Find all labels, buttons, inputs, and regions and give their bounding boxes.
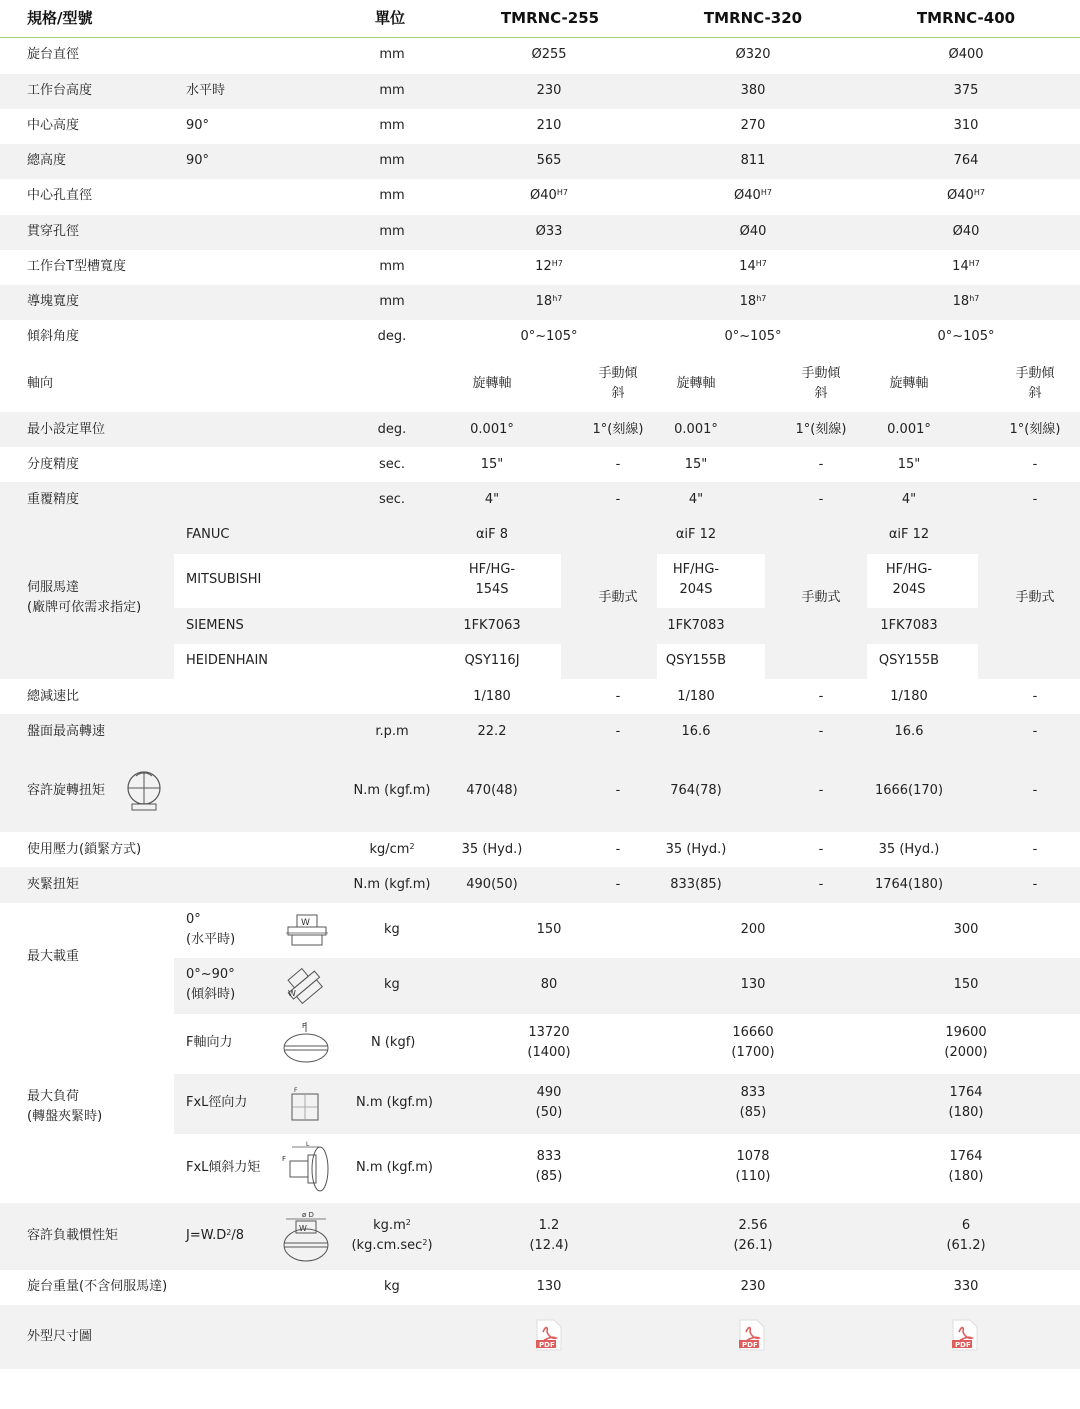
maxforce-label-1: 最大負荷 xyxy=(27,1089,80,1104)
ft-1b: (85) xyxy=(535,1169,563,1184)
row-label: 最小設定單位 xyxy=(27,422,106,437)
svg-text:F: F xyxy=(282,1155,287,1163)
row-unit: N.m (kgf.m) xyxy=(353,783,431,798)
inertia-2b: (26.1) xyxy=(733,1238,773,1253)
row-label: 中心孔直徑 xyxy=(27,188,93,203)
row-value: 565 xyxy=(536,153,562,168)
axial-force-icon xyxy=(282,1020,330,1066)
heidenhain-3: QSY155B xyxy=(878,653,940,668)
heidenhain-1: QSY116J xyxy=(464,653,520,668)
fl-1b: (50) xyxy=(535,1105,563,1120)
servo-label-2: (廠牌可依需求指定) xyxy=(27,600,142,615)
row-unit: mm xyxy=(379,224,405,239)
inertia-label: 容許負載慣性矩 xyxy=(27,1228,119,1243)
rot-value: 35 (Hyd.) xyxy=(665,842,727,857)
ft-2b: (110) xyxy=(735,1169,771,1184)
row-sub: 水平時 xyxy=(186,83,226,98)
row-sub: 90° xyxy=(186,153,210,168)
rot-value: 1764(180) xyxy=(874,877,944,892)
row-value: 764 xyxy=(953,153,979,168)
mitsu-3b: 204S xyxy=(892,582,926,597)
row-value: Ø40 xyxy=(952,224,980,239)
row-label: 總減速比 xyxy=(27,689,80,704)
maxload-v2-1: 80 xyxy=(540,977,558,992)
fanuc-2: αiF 12 xyxy=(675,527,717,542)
axis-man-3b: 斜 xyxy=(1028,386,1042,401)
brand-mitsubishi: MITSUBISHI xyxy=(186,572,262,587)
rot-value: 16.6 xyxy=(894,724,924,739)
manual-value: - xyxy=(1032,724,1038,739)
inertia-row xyxy=(0,1203,1080,1270)
manual-value: - xyxy=(818,689,824,704)
fl-3a: 1764 xyxy=(949,1085,983,1100)
weight-row xyxy=(0,1270,1080,1305)
row-unit: sec. xyxy=(378,492,406,507)
manual-value: 1°(刻線) xyxy=(795,422,847,437)
rot-value: 4" xyxy=(901,492,917,507)
row-sub: 90° xyxy=(186,118,210,133)
header-unit: 單位 xyxy=(375,9,406,27)
manual-value: - xyxy=(818,724,824,739)
maxload-v1-3: 300 xyxy=(953,922,979,937)
row-value: 210 xyxy=(536,118,562,133)
spec-row xyxy=(0,867,1080,903)
svg-text:W: W xyxy=(301,918,310,928)
row-unit: deg. xyxy=(377,422,407,437)
rot-value: 1666(170) xyxy=(874,783,944,798)
manual-value: - xyxy=(615,457,621,472)
f-3b: (2000) xyxy=(944,1045,988,1060)
pdf-icon[interactable] xyxy=(536,1319,562,1351)
row-value: Ø255 xyxy=(531,47,567,62)
table-header xyxy=(0,0,1080,39)
f-3a: 19600 xyxy=(945,1025,987,1040)
row-value: $18^{h7}$ xyxy=(739,294,767,309)
inertia-unit-2: $(kg.cm.\sec^2)$ xyxy=(351,1238,433,1253)
manual-2: 手動式 xyxy=(801,590,841,605)
inertia-2a: 2.56 xyxy=(738,1218,768,1233)
row-value: 310 xyxy=(953,118,979,133)
rot-value: 15" xyxy=(897,457,921,472)
manual-value: - xyxy=(1032,457,1038,472)
rot-value: 0.001° xyxy=(470,422,514,437)
svg-text:F: F xyxy=(302,1022,307,1030)
mitsu-1b: 154S xyxy=(475,582,509,597)
fl-3b: (180) xyxy=(948,1105,984,1120)
row-label: 分度精度 xyxy=(27,457,80,472)
heidenhain-2: QSY155B xyxy=(665,653,727,668)
manual-value: - xyxy=(818,783,824,798)
inertia-formula: $J=W.D^2/8$ xyxy=(186,1228,244,1243)
row-unit: sec. xyxy=(378,457,406,472)
rot-value: 22.2 xyxy=(477,724,507,739)
manual-value: - xyxy=(1032,783,1038,798)
servo-label-1: 伺服馬達 xyxy=(27,580,80,595)
row-label: 傾斜角度 xyxy=(27,329,80,344)
row-unit: deg. xyxy=(377,329,407,344)
row-label: 中心高度 xyxy=(27,118,80,133)
weight-unit: kg xyxy=(384,1279,400,1294)
axis-label: 軸向 xyxy=(27,376,54,391)
header-model-2: TMRNC-320 xyxy=(703,9,803,27)
ft-1a: 833 xyxy=(536,1149,562,1164)
spec-row xyxy=(0,215,1080,250)
axis-row xyxy=(0,356,1080,412)
rot-value: 833(85) xyxy=(670,877,722,892)
maxload-sub2b: (傾斜時) xyxy=(186,987,236,1002)
row-unit: mm xyxy=(379,259,405,274)
ft-unit: N.m (kgf.m) xyxy=(356,1160,434,1175)
rot-value: 35 (Hyd.) xyxy=(461,842,523,857)
mitsu-1a: HF/HG- xyxy=(468,562,516,577)
row-unit: mm xyxy=(379,83,405,98)
pdf-icon[interactable] xyxy=(739,1319,765,1351)
siemens-2: 1FK7083 xyxy=(667,618,725,633)
manual-value: - xyxy=(615,877,621,892)
brand-siemens: SIEMENS xyxy=(186,618,244,633)
rot-value: 764(78) xyxy=(670,783,722,798)
row-unit: mm xyxy=(379,153,405,168)
manual-value: - xyxy=(818,877,824,892)
row-label: 容許旋轉扭矩 xyxy=(27,783,106,798)
inertia-1a: 1.2 xyxy=(538,1218,560,1233)
header-spec: 規格/型號 xyxy=(27,9,93,27)
maxload-label: 最大載重 xyxy=(27,949,80,964)
row-value: 0°~105° xyxy=(937,329,995,344)
row-unit: $kg/cm^2$ xyxy=(369,842,415,857)
row-unit: mm xyxy=(379,118,405,133)
row-value: $Ø40^{H7}$ xyxy=(947,188,985,203)
fanuc-3: αiF 12 xyxy=(888,527,930,542)
brand-heidenhain: HEIDENHAIN xyxy=(186,653,268,668)
maxload-v2-3: 150 xyxy=(953,977,979,992)
fl-2b: (85) xyxy=(739,1105,767,1120)
f-1a: 13720 xyxy=(528,1025,570,1040)
spec-row xyxy=(0,74,1080,109)
axis-man-3a: 手動傾 xyxy=(1015,366,1055,381)
inertia-icon xyxy=(282,1209,330,1265)
spec-row xyxy=(0,285,1080,320)
manual-value: - xyxy=(1032,842,1038,857)
row-value: 380 xyxy=(740,83,766,98)
row-value: Ø320 xyxy=(735,47,771,62)
spec-row xyxy=(0,714,1080,749)
row-value: Ø40 xyxy=(739,224,767,239)
row-value: Ø33 xyxy=(535,224,563,239)
row-label: 盤面最高轉速 xyxy=(27,724,106,739)
spec-row xyxy=(0,320,1080,356)
manual-value: - xyxy=(818,842,824,857)
mitsu-3a: HF/HG- xyxy=(885,562,933,577)
weight-label: 旋台重量(不含伺服馬達) xyxy=(27,1279,168,1294)
svg-text:L: L xyxy=(306,1141,310,1148)
row-value: 230 xyxy=(536,83,562,98)
rot-value: 4" xyxy=(688,492,704,507)
fl-unit: N.m (kgf.m) xyxy=(356,1095,434,1110)
row-value: 0°~105° xyxy=(520,329,578,344)
maxload-v1-1: 150 xyxy=(536,922,562,937)
row-value: $18^{h7}$ xyxy=(952,294,980,309)
row-value: 375 xyxy=(953,83,979,98)
svg-text:PDF: PDF xyxy=(742,1341,758,1349)
rot-value: 35 (Hyd.) xyxy=(878,842,940,857)
manual-3: 手動式 xyxy=(1015,590,1055,605)
row-label: 工作台T型槽寬度 xyxy=(27,259,126,274)
row-value: 0°~105° xyxy=(724,329,782,344)
brand-fanuc: FANUC xyxy=(186,527,230,542)
rot-value: 490(50) xyxy=(466,877,518,892)
rotation-torque-icon xyxy=(126,768,162,812)
row-unit: mm xyxy=(379,47,405,62)
row-value: $Ø40^{H7}$ xyxy=(734,188,772,203)
mitsu-2a: HF/HG- xyxy=(672,562,720,577)
row-unit: N.m (kgf.m) xyxy=(353,877,431,892)
axis-man-2a: 手動傾 xyxy=(801,366,841,381)
drawing-label: 外型尺寸圖 xyxy=(27,1329,93,1344)
inertia-unit-1: $kg.m^2$ xyxy=(373,1218,411,1233)
manual-value: - xyxy=(615,842,621,857)
spec-row xyxy=(0,447,1080,482)
row-label: 重覆精度 xyxy=(27,492,80,507)
svg-text:ø D: ø D xyxy=(302,1211,314,1219)
manual-value: - xyxy=(1032,689,1038,704)
manual-value: - xyxy=(615,783,621,798)
f-label: F軸向力 xyxy=(186,1035,233,1050)
spec-row xyxy=(0,412,1080,447)
spec-row xyxy=(0,749,1080,832)
row-label: 貫穿孔徑 xyxy=(27,224,80,239)
ft-3b: (180) xyxy=(948,1169,984,1184)
f-unit: N (kgf) xyxy=(371,1035,416,1050)
maxload-sub1a: 0° xyxy=(186,912,201,927)
svg-text:PDF: PDF xyxy=(955,1341,971,1349)
row-unit: mm xyxy=(379,188,405,203)
manual-value: - xyxy=(1032,877,1038,892)
spec-row xyxy=(0,250,1080,285)
pdf-icon[interactable] xyxy=(952,1319,978,1351)
manual-value: - xyxy=(615,492,621,507)
spec-row xyxy=(0,179,1080,214)
drawing-row xyxy=(0,1305,1080,1369)
rot-value: 15" xyxy=(480,457,504,472)
mitsu-2b: 204S xyxy=(679,582,713,597)
axis-rot-1: 旋轉軸 xyxy=(472,376,512,391)
servo-block xyxy=(0,518,1080,679)
maxforce-label-2: (轉盤夾緊時) xyxy=(27,1109,103,1124)
svg-text:PDF: PDF xyxy=(539,1341,555,1349)
spec-row xyxy=(0,109,1080,144)
manual-value: 1°(刻線) xyxy=(1009,422,1061,437)
rot-value: 16.6 xyxy=(681,724,711,739)
fl-1a: 490 xyxy=(536,1085,562,1100)
maxload-v1-2: 200 xyxy=(740,922,766,937)
manual-value: - xyxy=(1032,492,1038,507)
row-value: $Ø40^{H7}$ xyxy=(530,188,568,203)
ft-3a: 1764 xyxy=(949,1149,983,1164)
maxload-sub1b: (水平時) xyxy=(186,932,236,947)
rot-value: 1/180 xyxy=(890,689,928,704)
spec-row xyxy=(0,679,1080,714)
fl-2a: 833 xyxy=(740,1085,766,1100)
manual-value: - xyxy=(818,457,824,472)
axis-rot-2: 旋轉軸 xyxy=(676,376,716,391)
axis-man-2b: 斜 xyxy=(814,386,828,401)
row-label: 導塊寬度 xyxy=(27,294,80,309)
row-label: 使用壓力(鎖緊方式) xyxy=(27,842,142,857)
row-unit: mm xyxy=(379,294,405,309)
row-value: Ø400 xyxy=(948,47,984,62)
siemens-1: 1FK7063 xyxy=(463,618,521,633)
row-value: 270 xyxy=(740,118,766,133)
f-2a: 16660 xyxy=(732,1025,774,1040)
f-2b: (1700) xyxy=(731,1045,775,1060)
horizontal-load-icon xyxy=(284,913,330,949)
manual-value: - xyxy=(818,492,824,507)
spec-row xyxy=(0,38,1080,73)
tilted-load-icon xyxy=(282,966,330,1006)
row-label: 旋台直徑 xyxy=(27,47,80,62)
svg-text:W: W xyxy=(288,989,296,998)
header-model-1: TMRNC-255 xyxy=(500,9,600,27)
manual-1: 手動式 xyxy=(598,590,638,605)
row-label: 夾緊扭矩 xyxy=(27,877,80,892)
rot-value: 1/180 xyxy=(677,689,715,704)
axis-man-1b: 斜 xyxy=(611,386,625,401)
inertia-3b: (61.2) xyxy=(946,1238,986,1253)
svg-text:F: F xyxy=(294,1087,298,1094)
axis-rot-3: 旋轉軸 xyxy=(889,376,929,391)
header-model-3: TMRNC-400 xyxy=(916,9,1016,27)
siemens-3: 1FK7083 xyxy=(880,618,938,633)
fl-label: FxL徑向力 xyxy=(186,1095,248,1110)
manual-value: 1°(刻線) xyxy=(592,422,644,437)
maxload-v2-2: 130 xyxy=(740,977,766,992)
rot-value: 470(48) xyxy=(466,783,518,798)
weight-3: 330 xyxy=(953,1279,979,1294)
rot-value: 15" xyxy=(684,457,708,472)
manual-value: - xyxy=(615,724,621,739)
row-value: 811 xyxy=(740,153,766,168)
weight-2: 230 xyxy=(740,1279,766,1294)
rot-value: 1/180 xyxy=(473,689,511,704)
f-1b: (1400) xyxy=(527,1045,571,1060)
maxload-sub2a: 0°~90° xyxy=(186,967,235,982)
rot-value: 0.001° xyxy=(674,422,718,437)
row-label: 總高度 xyxy=(27,153,67,168)
inertia-3a: 6 xyxy=(961,1218,971,1233)
row-value: $14^{H7}$ xyxy=(952,259,980,274)
axis-man-1a: 手動傾 xyxy=(598,366,638,381)
fanuc-1: αiF 8 xyxy=(475,527,509,542)
rot-value: 0.001° xyxy=(887,422,931,437)
svg-text:W: W xyxy=(299,1224,307,1233)
spec-row xyxy=(0,144,1080,179)
ft-label: FxL傾斜力矩 xyxy=(186,1160,261,1175)
inertia-1b: (12.4) xyxy=(529,1238,569,1253)
maxload-unit1: kg xyxy=(384,922,400,937)
spec-row xyxy=(0,482,1080,518)
row-value: $12^{H7}$ xyxy=(535,259,563,274)
manual-value: - xyxy=(615,689,621,704)
row-value: $18^{h7}$ xyxy=(535,294,563,309)
row-unit: r.p.m xyxy=(375,724,409,739)
row-label: 工作台高度 xyxy=(27,83,93,98)
weight-1: 130 xyxy=(536,1279,562,1294)
spec-row xyxy=(0,832,1080,867)
ft-2a: 1078 xyxy=(736,1149,770,1164)
tilt-moment-icon xyxy=(282,1141,330,1197)
maxforce-block xyxy=(0,1014,1080,1203)
maxload-unit2: kg xyxy=(384,977,400,992)
rot-value: 4" xyxy=(484,492,500,507)
radial-force-icon xyxy=(290,1086,322,1122)
row-value: $14^{H7}$ xyxy=(739,259,767,274)
maxload-block xyxy=(0,903,1080,1014)
